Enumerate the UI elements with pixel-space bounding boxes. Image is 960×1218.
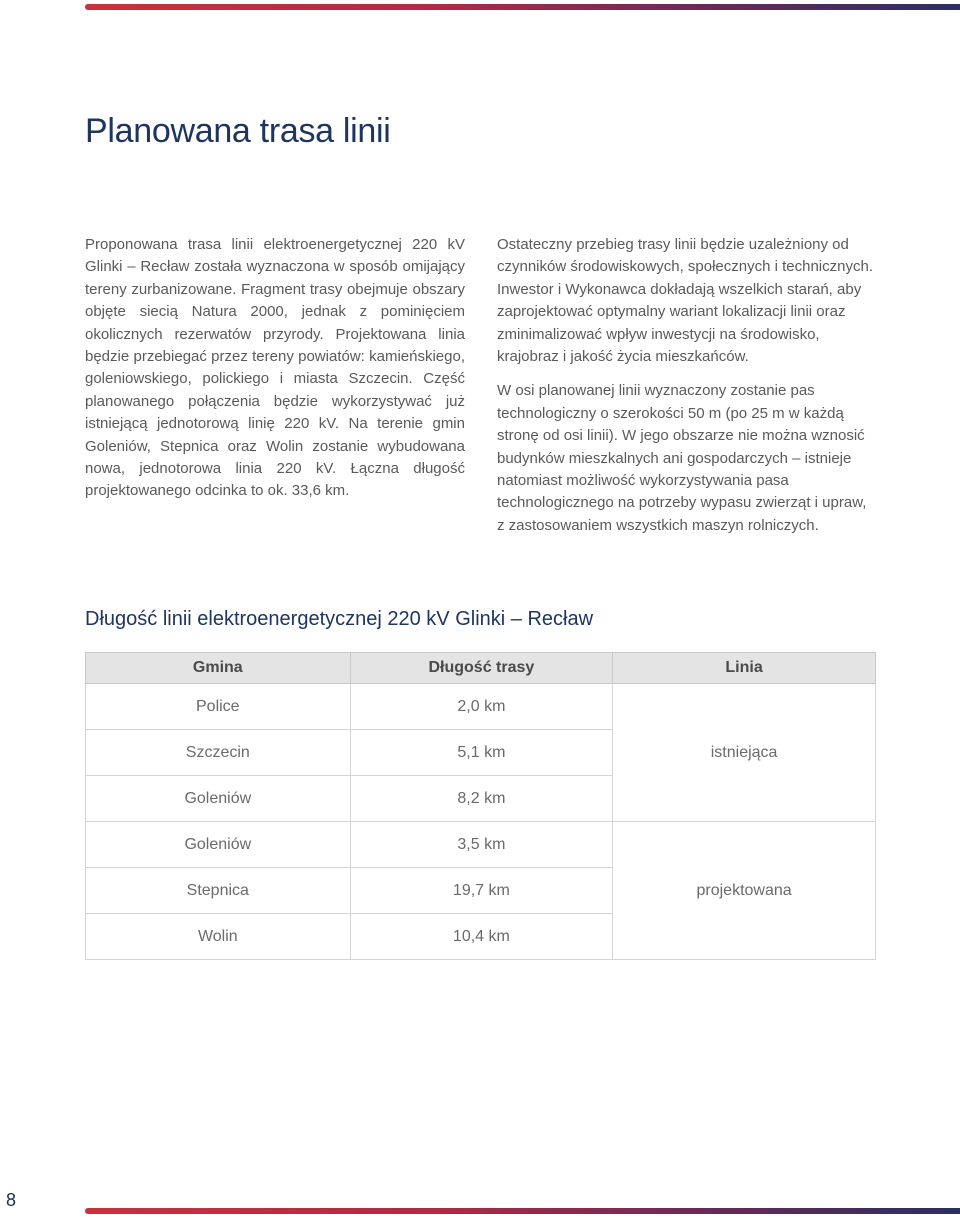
column-header-gmina: Gmina	[86, 653, 351, 684]
page-title: Planowana trasa linii	[85, 112, 391, 150]
length-cell: 10,4 km	[350, 914, 613, 960]
right-paragraph-1: Ostateczny przebieg trasy linii będzie uzależniony od czynników środowiskowych, społecznych i technicznych. Inwestor i Wykonawca dokładają wszelkich starań, aby zaprojektować optymalny wariant lokalizacji linii oraz zminimalizować wpływ inwestycji na środowisko, krajobraz i jakość życia mieszkańców.	[497, 236, 873, 366]
length-cell: 5,1 km	[350, 730, 613, 776]
gmina-cell: Wolin	[86, 914, 351, 960]
gmina-cell: Stepnica	[86, 868, 351, 914]
right-text-column	[497, 234, 877, 549]
left-text-column	[85, 234, 465, 515]
line-length-table	[85, 652, 876, 960]
line-type-cell: istniejąca	[613, 684, 876, 822]
table-row	[86, 684, 876, 730]
bottom-accent-bar	[85, 1208, 960, 1214]
length-cell: 19,7 km	[350, 868, 613, 914]
length-cell: 8,2 km	[350, 776, 613, 822]
gmina-cell: Police	[86, 684, 351, 730]
gmina-cell: Goleniów	[86, 822, 351, 868]
right-paragraph-2: W osi planowanej linii wyznaczony zostanie pas technologiczny o szerokości 50 m (po 25 m w każdą stronę od osi linii). W jego obszarze nie można wznosić budynków mieszkalnych ani gospodarczych – istnieje natomiast możliwość wykorzystywania pasa technologicznego na potrzeby wypasu zwierząt i upraw, z zastosowaniem wszystkich maszyn rolniczych.	[497, 382, 867, 534]
line-type-cell: projektowana	[613, 822, 876, 960]
length-cell: 2,0 km	[350, 684, 613, 730]
page-number: 8	[6, 1190, 17, 1210]
top-accent-bar	[85, 4, 960, 10]
left-paragraph: Proponowana trasa linii elektroenergetycznej 220 kV Glinki – Recław została wyznaczona w sposób omijający tereny zurbanizowane. Fragment trasy obejmuje obszary objęte siecią Natura 2000, jednak z pominięciem okolicznych rezerwatów przyrody. Projektowana linia będzie przebiegać przez tereny powiatów: kamieńskiego, goleniowskiego, polickiego i miasta Szczecin. Część planowanego połączenia będzie wykorzystywać już istniejącą jednotorową linię 220 kV. Na terenie gmin Goleniów, Stepnica oraz Wolin zostanie wybudowana nowa, jednotorowa linia 220 kV. Łączna długość projektowanego odcinka to ok. 33,6 km.	[85, 236, 465, 500]
table-heading: Długość linii elektroenergetycznej 220 kV Glinki – Recław	[85, 608, 594, 630]
gmina-cell: Goleniów	[86, 776, 351, 822]
table-header-row	[86, 653, 876, 684]
length-cell: 3,5 km	[350, 822, 613, 868]
table-row	[86, 822, 876, 868]
column-header-linia: Linia	[613, 653, 876, 684]
gmina-cell: Szczecin	[86, 730, 351, 776]
column-header-dlugosc: Długość trasy	[350, 653, 613, 684]
